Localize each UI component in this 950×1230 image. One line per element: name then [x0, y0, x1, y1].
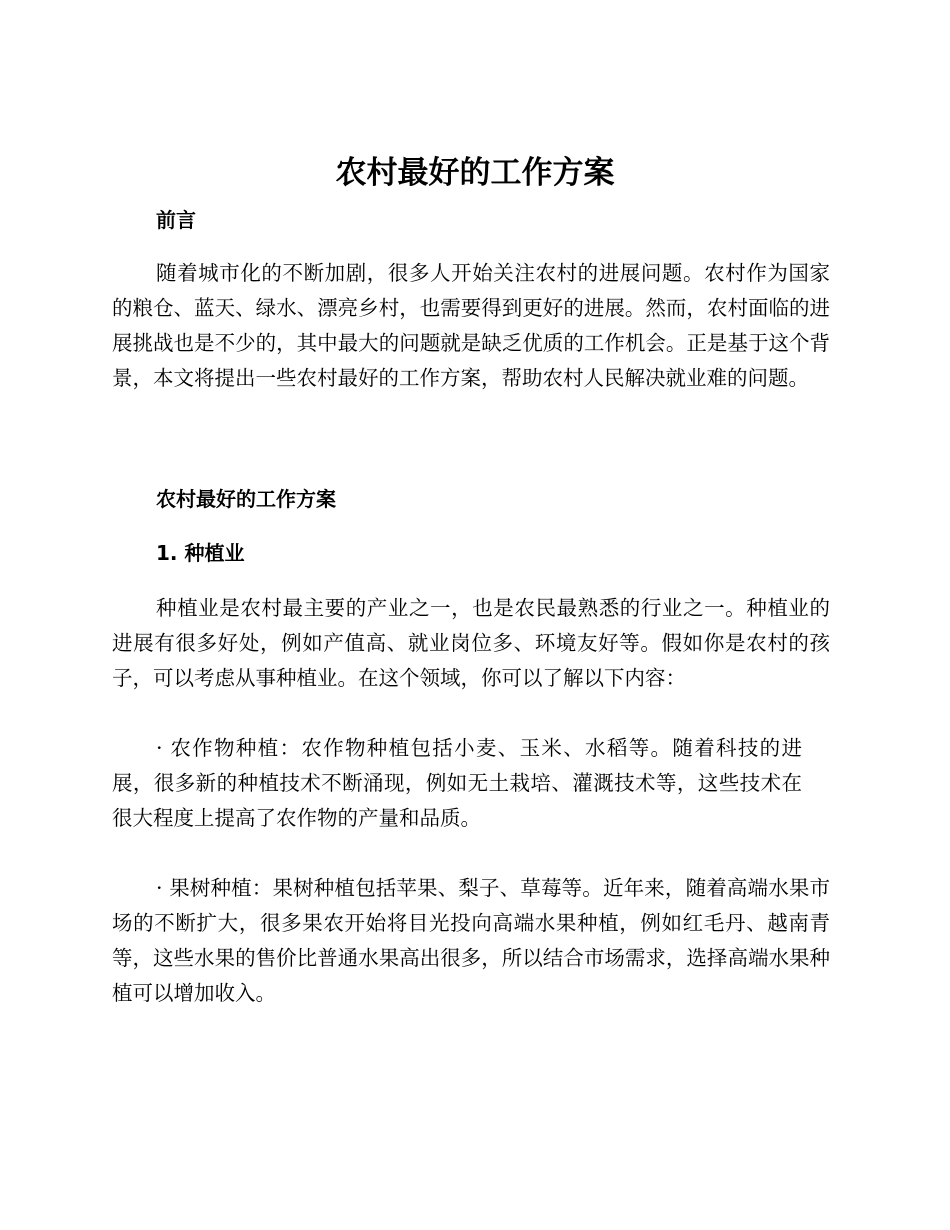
bullet-fruit-paragraph: · 果树种植：果树种植包括苹果、梨子、草莓等。近年来，随着高端水果市场的不断扩大，很多果农开始将目光投向高端水果种植，例如红毛丹、越南青等，这些水果的售价比普通水果高出很多，所以结合市场需求，选择高端水果种植可以增加收入。: [112, 876, 830, 1005]
document-title: 农村最好的工作方案: [335, 155, 615, 191]
bullet-crops-paragraph: · 农作物种植：农作物种植包括小麦、玉米、水稻等。随着科技的进展，很多新的种植技术不断涌现，例如无土栽培、灌溉技术等，这些技术在很大程度上提高了农作物的产量和品质。: [112, 736, 802, 830]
preface-heading: 前言: [156, 208, 196, 232]
planting-intro-paragraph: 种植业是农村最主要的产业之一，也是农民最熟悉的行业之一。种植业的进展有很多好处，例如产值高、就业岗位多、环境友好等。假如你是农村的孩子，可以考虑从事种植业。在这个领域，你可以了解以下内容：: [112, 596, 830, 690]
preface-paragraph: 随着城市化的不断加剧，很多人开始关注农村的进展问题。农村作为国家的粮仓、蓝天、绿水、漂亮乡村，也需要得到更好的进展。然而，农村面临的进展挑战也是不少的，其中最大的问题就是缺乏优质的工作机会。正是基于这个背景，本文将提出一些农村最好的工作方案，帮助农村人民解决就业难的问题。: [112, 261, 830, 390]
subsection-heading: 1. 种植业: [156, 541, 245, 565]
section-heading: 农村最好的工作方案: [156, 487, 336, 511]
